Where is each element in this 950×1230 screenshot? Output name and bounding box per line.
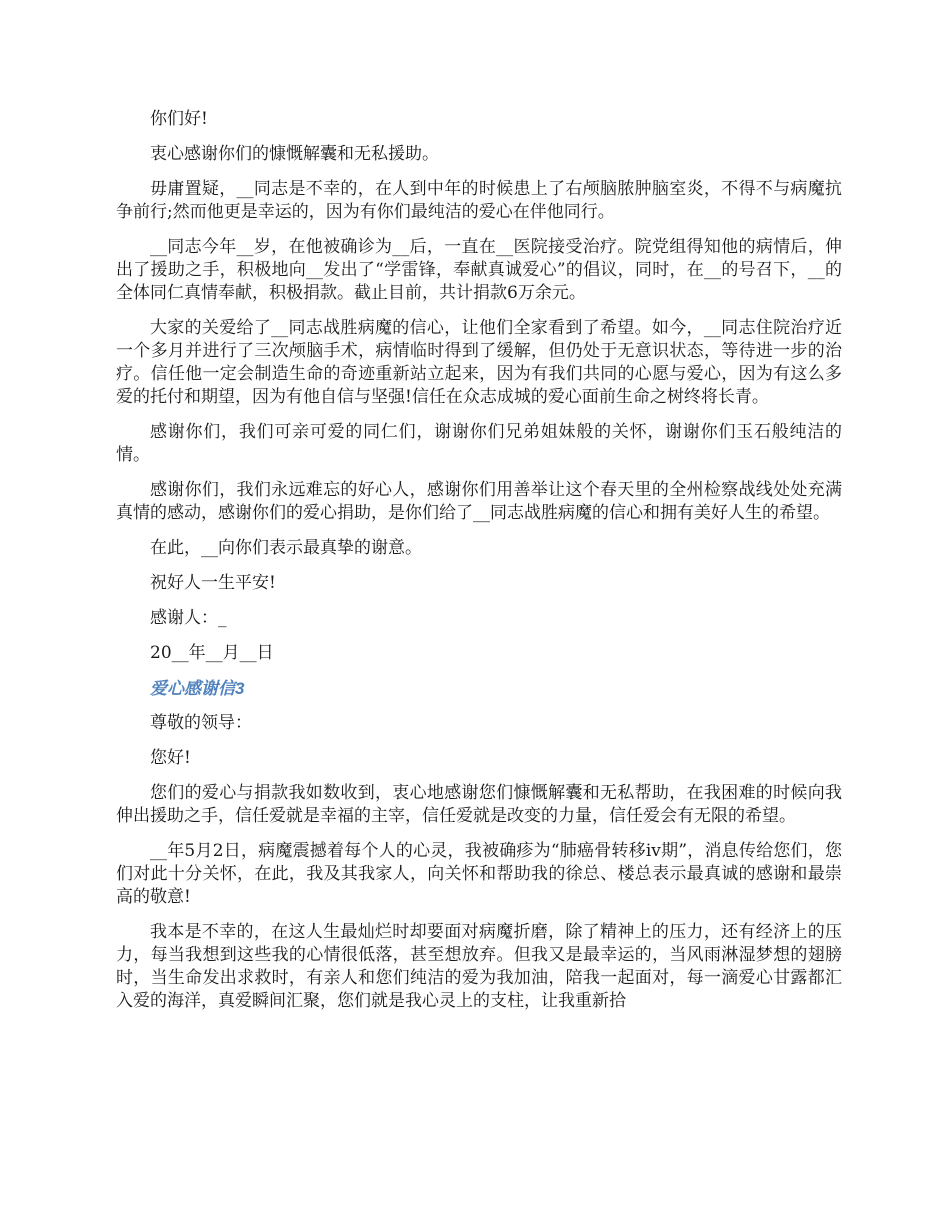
paragraph: 在此，__向你们表示最真挚的谢意。 — [150, 538, 422, 558]
document-page — [116, 108, 842, 1025]
paragraph: __同志今年__岁，在他被确诊为__后，一直在__医院接受治疗。院党组得知他的病情后，伸出了援助之手，积极地向__发出了“学雷锋，奉献真诚爱心”的倡议，同时，在__的号召下，__的全体同仁真情奉献，积极捐款。截止目前，共计捐款6万余元。 — [116, 237, 842, 303]
signature-line: 感谢人：_ — [150, 608, 227, 628]
paragraph: 感谢你们，我们可亲可爱的同仁们，谢谢你们兄弟姐妹般的关怀，谢谢你们玉石般纯洁的情。 — [116, 422, 842, 465]
paragraph: __年5月2日，病魔震撼着每个人的心灵，我被确疹为“肺癌骨转移iv期”，消息传给您们，您们对此十分关怀，在此，我及其我家人，向关怀和帮助我的徐总、楼总表示最真诚的感谢和最崇高的敬意! — [116, 841, 842, 907]
paragraph: 感谢你们，我们永远难忘的好心人，感谢你们用善举让这个春天里的全州检察战线处处充满真情的感动，感谢你们的爱心捐助，是你们给了__同志战胜病魔的信心和拥有美好人生的希望。 — [116, 480, 842, 523]
section-heading: 爱心感谢信3 — [150, 679, 245, 698]
paragraph: 毋庸置疑，__同志是不幸的，在人到中年的时候患上了右颅脑脓肿脑室炎，不得不与病魔抗争前行;然而他更是幸运的，因为有你们最纯洁的爱心在伴他同行。 — [116, 179, 842, 222]
paragraph: 祝好人一生平安! — [150, 573, 276, 593]
salutation: 尊敬的领导： — [150, 713, 252, 733]
paragraph: 大家的关爱给了__同志战胜病魔的信心，让他们全家看到了希望。如今，__同志住院治疗近一个多月并进行了三次颅脑手术，病情临时得到了缓解，但仍处于无意识状态，等待进一步的治疗。信任他一定会制造生命的奇迹重新站立起来，因为有我们共同的心愿与爱心，因为有这么多爱的托付和期望，因为有他自信与坚强!信任在众志成城的爱心面前生命之树终将长青。 — [116, 318, 842, 407]
paragraph: 我本是不幸的，在这人生最灿烂时却要面对病魔折磨，除了精神上的压力，还有经济上的压力，每当我想到这些我的心情很低落，甚至想放弃。但我又是最幸运的，当风雨淋湿梦想的翅膀时，当生命发出求救时，有亲人和您们纯洁的爱为我加油，陪我一起面对，每一滴爱心甘露都汇入爱的海洋，真爱瞬间汇聚，您们就是我心灵上的支柱，让我重新拾 — [116, 922, 842, 1011]
greeting: 您好! — [150, 748, 191, 768]
paragraph: 你们好! — [150, 109, 208, 129]
paragraph: 您们的爱心与捐款我如数收到，衷心地感谢您们慷慨解囊和无私帮助，在我困难的时候向我伸出援助之手，信任爱就是幸福的主宰，信任爱就是改变的力量，信任爱会有无限的希望。 — [116, 783, 842, 826]
paragraph: 衷心感谢你们的慷慨解囊和无私援助。 — [150, 144, 439, 164]
date-line: 20__年__月__日 — [150, 643, 274, 663]
